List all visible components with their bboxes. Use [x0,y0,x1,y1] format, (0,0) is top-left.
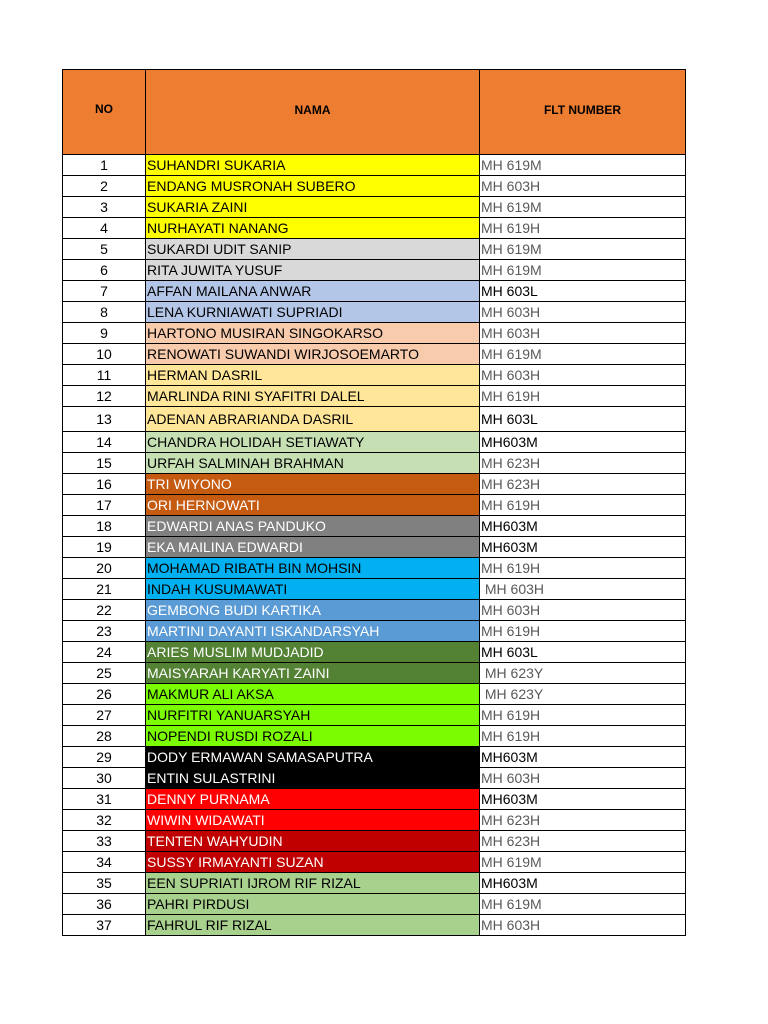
passenger-name: SUKARDI UDIT SANIP [146,239,480,260]
table-row [63,516,686,537]
passenger-name: EDWARDI ANAS PANDUKO [146,516,480,537]
passenger-name: GEMBONG BUDI KARTIKA [146,600,480,621]
row-number: 12 [63,386,146,407]
passenger-name: SUKARIA ZAINI [146,197,480,218]
flight-number: MH 603H [480,768,686,789]
passenger-name: RITA JUWITA YUSUF [146,260,480,281]
table-row [63,789,686,810]
flight-number: MH 619M [480,197,686,218]
table-row [63,663,686,684]
row-number: 14 [63,432,146,453]
flight-number: MH 603H [480,302,686,323]
column-header-no: NO [63,70,146,155]
table-row [63,218,686,239]
flight-number: MH 619M [480,852,686,873]
flight-number: MH 603L [480,281,686,302]
row-number: 21 [63,579,146,600]
flight-number: MH 623H [480,453,686,474]
passenger-name: CHANDRA HOLIDAH SETIAWATY [146,432,480,453]
flight-number: MH603M [480,747,686,768]
row-number: 11 [63,365,146,386]
table-row [63,621,686,642]
passenger-name: LENA KURNIAWATI SUPRIADI [146,302,480,323]
column-header-nama: NAMA [146,70,480,155]
row-number: 13 [63,407,146,432]
table-row [63,302,686,323]
row-number: 19 [63,537,146,558]
table-row [63,495,686,516]
passenger-name: INDAH KUSUMAWATI [146,579,480,600]
row-number: 31 [63,789,146,810]
row-number: 34 [63,852,146,873]
flight-number: MH 619H [480,495,686,516]
passenger-name: FAHRUL RIF RIZAL [146,915,480,936]
row-number: 2 [63,176,146,197]
table-row [63,537,686,558]
row-number: 16 [63,474,146,495]
flight-number: MH 603L [480,642,686,663]
table-row [63,558,686,579]
flight-number: MH 619M [480,344,686,365]
table-row [63,684,686,705]
table-row [63,407,686,432]
flight-number: MH 623H [480,831,686,852]
flight-number: MH 603H [480,579,686,600]
row-number: 10 [63,344,146,365]
passenger-name: TENTEN WAHYUDIN [146,831,480,852]
table-row [63,197,686,218]
flight-number: MH 619H [480,218,686,239]
row-number: 1 [63,155,146,176]
passenger-name: ENDANG MUSRONAH SUBERO [146,176,480,197]
row-number: 22 [63,600,146,621]
row-number: 3 [63,197,146,218]
table-row [63,176,686,197]
row-number: 29 [63,747,146,768]
row-number: 17 [63,495,146,516]
flight-number: MH 623Y [480,663,686,684]
table-row [63,155,686,176]
passenger-name: HERMAN DASRIL [146,365,480,386]
passenger-name: NOPENDI RUSDI ROZALI [146,726,480,747]
row-number: 6 [63,260,146,281]
row-number: 28 [63,726,146,747]
passenger-name: DENNY PURNAMA [146,789,480,810]
flight-number: MH 603H [480,915,686,936]
passenger-name: NURFITRI YANUARSYAH [146,705,480,726]
flight-number: MH 619H [480,621,686,642]
flight-number: MH 623H [480,474,686,495]
row-number: 9 [63,323,146,344]
row-number: 24 [63,642,146,663]
passenger-name: MARLINDA RINI SYAFITRI DALEL [146,386,480,407]
passenger-name: EEN SUPRIATI IJROM RIF RIZAL [146,873,480,894]
passenger-name: EKA MAILINA EDWARDI [146,537,480,558]
table-row [63,579,686,600]
table-row [63,705,686,726]
row-number: 32 [63,810,146,831]
flight-number: MH 603L [480,407,686,432]
row-number: 35 [63,873,146,894]
flight-number: MH 603H [480,323,686,344]
row-number: 8 [63,302,146,323]
table-body [63,155,686,936]
passenger-name: DODY ERMAWAN SAMASAPUTRA [146,747,480,768]
passenger-name: MAKMUR ALI AKSA [146,684,480,705]
table-row [63,281,686,302]
flight-number: MH 603H [480,365,686,386]
passenger-name: PAHRI PIRDUSI [146,894,480,915]
table-row [63,453,686,474]
passenger-name: MARTINI DAYANTI ISKANDARSYAH [146,621,480,642]
table-row [63,344,686,365]
row-number: 37 [63,915,146,936]
row-number: 4 [63,218,146,239]
passenger-name: ORI HERNOWATI [146,495,480,516]
flight-number: MH603M [480,537,686,558]
passenger-name: MAISYARAH KARYATI ZAINI [146,663,480,684]
table-row [63,642,686,663]
table-row [63,600,686,621]
table-row [63,386,686,407]
flight-number: MH 623H [480,810,686,831]
passenger-name: NURHAYATI NANANG [146,218,480,239]
row-number: 15 [63,453,146,474]
flight-passenger-table [62,69,686,936]
passenger-name: RENOWATI SUWANDI WIRJOSOEMARTO [146,344,480,365]
table-row [63,365,686,386]
passenger-name: ARIES MUSLIM MUDJADID [146,642,480,663]
flight-number: MH603M [480,432,686,453]
passenger-name: HARTONO MUSIRAN SINGOKARSO [146,323,480,344]
passenger-name: SUSSY IRMAYANTI SUZAN [146,852,480,873]
row-number: 36 [63,894,146,915]
flight-number: MH 619M [480,239,686,260]
table-row [63,831,686,852]
table-row [63,768,686,789]
table-row [63,915,686,936]
passenger-name: MOHAMAD RIBATH BIN MOHSIN [146,558,480,579]
row-number: 23 [63,621,146,642]
flight-number: MH 619H [480,705,686,726]
table-row [63,852,686,873]
passenger-name: SUHANDRI SUKARIA [146,155,480,176]
row-number: 7 [63,281,146,302]
passenger-name: URFAH SALMINAH BRAHMAN [146,453,480,474]
passenger-name: AFFAN MAILANA ANWAR [146,281,480,302]
table-row [63,323,686,344]
table-row [63,810,686,831]
flight-number: MH 619M [480,155,686,176]
row-number: 5 [63,239,146,260]
row-number: 33 [63,831,146,852]
passenger-name: TRI WIYONO [146,474,480,495]
flight-number: MH 619H [480,726,686,747]
header-row [63,70,686,155]
row-number: 30 [63,768,146,789]
row-number: 27 [63,705,146,726]
passenger-name: WIWIN WIDAWATI [146,810,480,831]
table-row [63,726,686,747]
table-row [63,260,686,281]
table-row [63,432,686,453]
table-row [63,873,686,894]
row-number: 18 [63,516,146,537]
table-row [63,747,686,768]
flight-number: MH 603H [480,176,686,197]
row-number: 25 [63,663,146,684]
row-number: 20 [63,558,146,579]
passenger-name: ENTIN SULASTRINI [146,768,480,789]
flight-number: MH 623Y [480,684,686,705]
flight-number: MH603M [480,789,686,810]
flight-number: MH603M [480,873,686,894]
flight-number: MH 619H [480,386,686,407]
flight-number: MH 619M [480,260,686,281]
flight-number: MH603M [480,516,686,537]
table-row [63,894,686,915]
table-row [63,474,686,495]
passenger-name: ADENAN ABRARIANDA DASRIL [146,407,480,432]
flight-number: MH 619H [480,558,686,579]
table-row [63,239,686,260]
flight-number: MH 619M [480,894,686,915]
row-number: 26 [63,684,146,705]
column-header-flt-number: FLT NUMBER [480,70,686,155]
flight-number: MH 603H [480,600,686,621]
